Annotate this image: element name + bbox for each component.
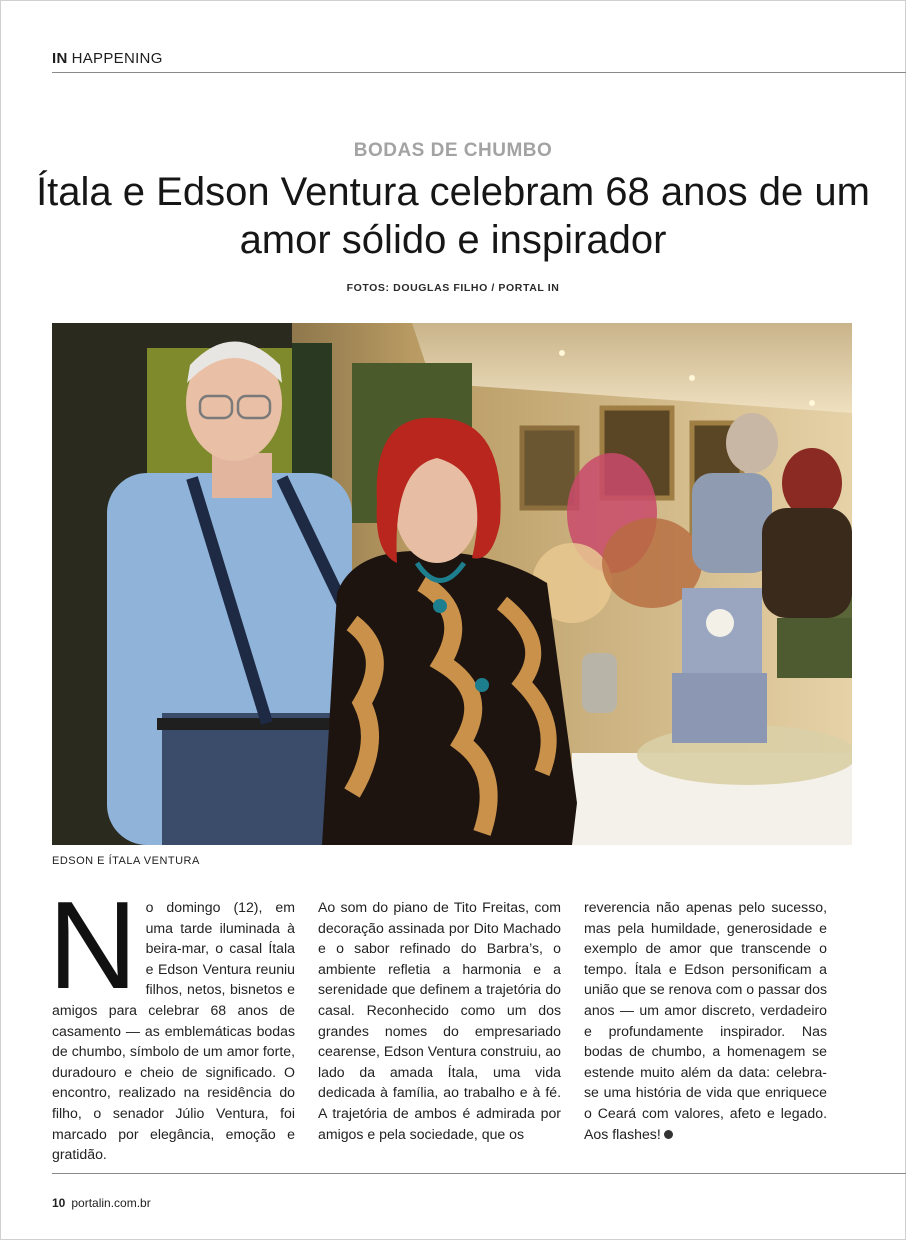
- column-1: [48, 877, 295, 1165]
- column-3: [584, 897, 827, 1144]
- footer-rule: [52, 1173, 906, 1174]
- column-2: [318, 897, 561, 1144]
- section-header: [52, 50, 163, 67]
- photo-caption: EDSON E ÍTALA VENTURA: [52, 855, 200, 867]
- column-3-text: reverencia não apenas pelo sucesso, mas pela humildade, generosidade e exemplo de amor que transcende o tempo. Ítala e Edson personificam a união que se renova com o passar dos anos — um amor discreto, verdadeiro e profundamente inspirador. Nas bodas de chumbo, a homenagem se estende muito além da data: celebra-se uma história de vida que enriquece o Ceará com valores, afeto e legado. Aos flashes!: [584, 899, 827, 1142]
- photo-credit: FOTOS: DOUGLAS FILHO / PORTAL IN: [346, 282, 560, 294]
- column-2-text: Ao som do piano de Tito Freitas, com decoração assinada por Dito Machado e o sabor refinado do Barbra’s, o ambiente refletia a harmonia e a serenidade que definem a trajetória do casal. Reconhecido como um dos grandes nomes do empresariado cearense, Edson Ventura construiu, ao lado da amada Ítala, uma vida dedicada à família, ao trabalho e à fé. A trajetória de ambos é admirada por amigos e pela sociedade, que os: [318, 899, 561, 1142]
- page-footer: [52, 1196, 151, 1210]
- couple-photo: [52, 323, 852, 845]
- article-title: Ítala e Edson Ventura celebram 68 anos de um amor sólido e inspirador: [36, 170, 870, 262]
- header-rule: [52, 72, 906, 73]
- end-mark-icon: [664, 1130, 673, 1139]
- page-number: 10: [52, 1196, 66, 1210]
- article-kicker: BODAS DE CHUMBO: [353, 140, 553, 161]
- section-brand: IN: [52, 50, 68, 67]
- site-url: portalin.com.br: [71, 1196, 151, 1210]
- drop-cap: N: [48, 877, 138, 1015]
- section-name: HAPPENING: [71, 50, 163, 67]
- column-1-text: o domingo (12), em uma tarde iluminada à beira-mar, o casal Ítala e Edson Ventura reuniu filhos, netos, bisnetos e amigos para celebrar 68 anos de casamento — as emblemáticas bodas de chumbo, símbolo de um amor forte, duradouro e cheio de significado. O encontro, realizado na residência do filho, o senador Júlio Ventura, foi marcado por elegância, emoção e gratidão.: [52, 899, 295, 1163]
